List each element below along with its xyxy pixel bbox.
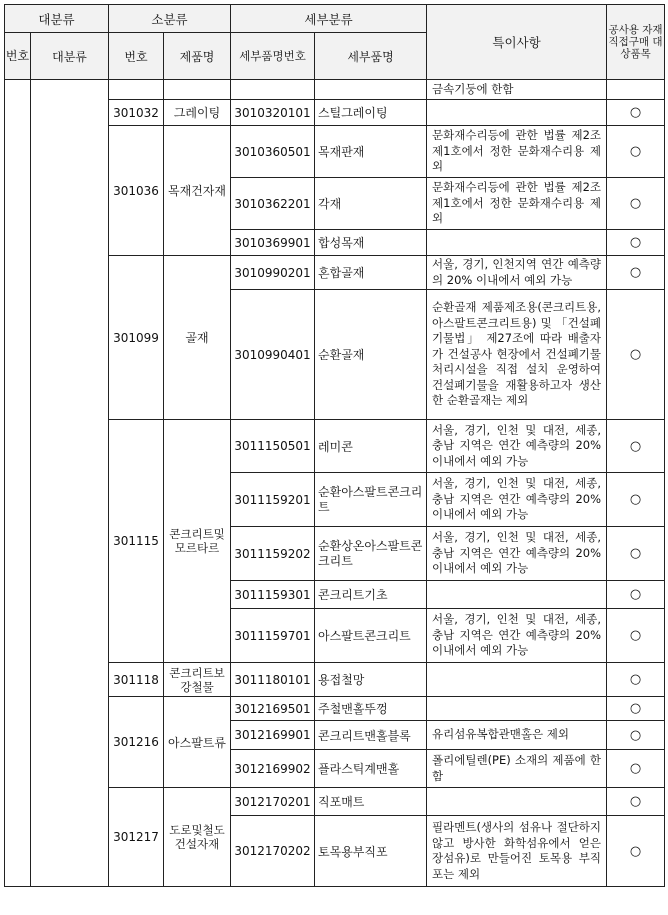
header-minor-name: 제품명 — [164, 33, 231, 80]
header-minor-no: 번호 — [109, 33, 164, 80]
direct-purchase-mark: ○ — [607, 178, 665, 230]
special-note-cell — [427, 697, 607, 721]
minor-no-cell: 301099 — [109, 256, 164, 420]
detail-name-cell: 콘크리트기초 — [315, 581, 427, 609]
direct-purchase-mark: ○ — [607, 788, 665, 816]
minor-name-cell: 콘크리트및모르타르 — [164, 420, 231, 663]
detail-no-cell: 3012169902 — [231, 750, 315, 788]
minor-no-cell: 301032 — [109, 100, 164, 126]
direct-purchase-mark: ○ — [607, 420, 665, 473]
special-note-cell: 순환골재 제품제조용(콘크리트용, 아스팔트콘크리트용) 및 「건설폐기물법」 제27조에 따라 배출자가 건설공사 현장에서 건설폐기물처리시설을 직접 설치 운영하여 건설폐기물을 재활용하고자 생산한 순환골재는 제외 — [427, 290, 607, 420]
detail-name-cell: 순환상온아스팔트콘크리트 — [315, 527, 427, 581]
detail-name-cell: 합성목재 — [315, 230, 427, 256]
direct-purchase-mark: ○ — [607, 663, 665, 697]
detail-name-cell: 아스팔트콘크리트 — [315, 609, 427, 663]
detail-name-cell: 혼합골재 — [315, 256, 427, 290]
detail-name-cell: 직포매트 — [315, 788, 427, 816]
header-direct-purchase: 공사용 자재 직접구매 대상품목 — [607, 5, 665, 80]
carry-over-note: 금속기둥에 한함 — [427, 80, 607, 100]
minor-no-cell: 301216 — [109, 697, 164, 788]
minor-name-cell: 골재 — [164, 256, 231, 420]
detail-name-cell: 콘크리트맨홀블록 — [315, 721, 427, 750]
special-note-cell: 문화재수리등에 관한 법률 제2조제1호에서 정한 문화재수리용 제외 — [427, 178, 607, 230]
detail-name-cell — [315, 80, 427, 100]
header-major-no: 번호 — [5, 33, 31, 80]
minor-name-cell: 목재건자재 — [164, 126, 231, 256]
detail-no-cell: 3012170201 — [231, 788, 315, 816]
header-detail: 세부분류 — [231, 5, 427, 33]
detail-no-cell: 3012170202 — [231, 816, 315, 887]
table-body — [5, 80, 665, 887]
minor-no-cell: 301217 — [109, 788, 164, 887]
detail-name-cell: 용접철망 — [315, 663, 427, 697]
minor-name-cell — [164, 80, 231, 100]
minor-name-cell: 도로및철도건설자재 — [164, 788, 231, 887]
mark-cell — [607, 80, 665, 100]
product-table-container — [4, 4, 665, 887]
detail-name-cell: 주철맨홀뚜껑 — [315, 697, 427, 721]
table-row — [5, 80, 665, 100]
special-note-cell — [427, 788, 607, 816]
special-note-cell: 유리섬유복합관맨홀은 제외 — [427, 721, 607, 750]
header-minor: 소분류 — [109, 5, 231, 33]
special-note-cell: 서울, 경기, 인천 및 대전, 세종, 충남 지역은 연간 예측량의 20% 이내에서 예외 가능 — [427, 420, 607, 473]
detail-name-cell: 순환골재 — [315, 290, 427, 420]
direct-purchase-mark: ○ — [607, 527, 665, 581]
detail-name-cell: 레미콘 — [315, 420, 427, 473]
direct-purchase-mark: ○ — [607, 697, 665, 721]
special-note-cell: 필라멘트(생사의 섬유나 절단하지 않고 방사한 화학섬유에서 얻은 장섬유)로 만들어진 토목용 부직포는 제외 — [427, 816, 607, 887]
special-note-cell — [427, 100, 607, 126]
direct-purchase-mark: ○ — [607, 816, 665, 887]
header-row-1 — [5, 5, 665, 33]
minor-no-cell: 301036 — [109, 126, 164, 256]
detail-name-cell: 토목용부직포 — [315, 816, 427, 887]
minor-no-cell: 301115 — [109, 420, 164, 663]
detail-name-cell: 각재 — [315, 178, 427, 230]
direct-purchase-mark: ○ — [607, 100, 665, 126]
header-detail-no: 세부품명번호 — [231, 33, 315, 80]
special-note-cell: 폴리에틸렌(PE) 소재의 제품에 한함 — [427, 750, 607, 788]
detail-no-cell: 3011159201 — [231, 473, 315, 527]
special-note-cell — [427, 581, 607, 609]
direct-purchase-mark: ○ — [607, 721, 665, 750]
special-note-cell: 문화재수리등에 관한 법률 제2조제1호에서 정한 문화재수리용 제외 — [427, 126, 607, 178]
direct-purchase-mark: ○ — [607, 230, 665, 256]
special-note-cell: 서울, 경기, 인천 및 대전, 세종, 충남 지역은 연간 예측량의 20% 이내에서 예외 가능 — [427, 609, 607, 663]
special-note-cell — [427, 230, 607, 256]
product-classification-table — [4, 4, 665, 887]
detail-no-cell: 3011150501 — [231, 420, 315, 473]
detail-no-cell: 3011159301 — [231, 581, 315, 609]
direct-purchase-mark: ○ — [607, 473, 665, 527]
detail-no-cell: 3012169901 — [231, 721, 315, 750]
major-name-cell — [31, 80, 109, 887]
detail-no-cell: 3010369901 — [231, 230, 315, 256]
detail-no-cell: 3010362201 — [231, 178, 315, 230]
detail-name-cell: 스틸그레이팅 — [315, 100, 427, 126]
detail-no-cell — [231, 80, 315, 100]
detail-name-cell: 목재판재 — [315, 126, 427, 178]
header-special: 특이사항 — [427, 5, 607, 80]
major-no-cell — [5, 80, 31, 887]
direct-purchase-mark: ○ — [607, 581, 665, 609]
minor-name-cell: 그레이팅 — [164, 100, 231, 126]
special-note-cell: 서울, 경기, 인천 및 대전, 세종, 충남 지역은 연간 예측량의 20% 이내에서 예외 가능 — [427, 473, 607, 527]
detail-no-cell: 3011159701 — [231, 609, 315, 663]
detail-no-cell: 3010990401 — [231, 290, 315, 420]
special-note-cell: 서울, 경기, 인천지역 연간 예측량의 20% 이내에서 예외 가능 — [427, 256, 607, 290]
detail-no-cell: 3010990201 — [231, 256, 315, 290]
detail-no-cell: 3010360501 — [231, 126, 315, 178]
header-major: 대분류 — [5, 5, 109, 33]
special-note-cell: 서울, 경기, 인천 및 대전, 세종, 충남 지역은 연간 예측량의 20% 이내에서 예외 가능 — [427, 527, 607, 581]
detail-no-cell: 3011180101 — [231, 663, 315, 697]
minor-name-cell: 아스팔트류 — [164, 697, 231, 788]
minor-no-cell — [109, 80, 164, 100]
direct-purchase-mark: ○ — [607, 126, 665, 178]
header-major-name: 대분류 — [31, 33, 109, 80]
detail-no-cell: 3011159202 — [231, 527, 315, 581]
detail-no-cell: 3012169501 — [231, 697, 315, 721]
direct-purchase-mark: ○ — [607, 609, 665, 663]
detail-name-cell: 순환아스팔트콘크리트 — [315, 473, 427, 527]
detail-no-cell: 3010320101 — [231, 100, 315, 126]
direct-purchase-mark: ○ — [607, 290, 665, 420]
direct-purchase-mark: ○ — [607, 750, 665, 788]
detail-name-cell: 플라스틱계맨홀 — [315, 750, 427, 788]
minor-name-cell: 콘크리트보강철물 — [164, 663, 231, 697]
special-note-cell — [427, 663, 607, 697]
header-detail-name: 세부품명 — [315, 33, 427, 80]
direct-purchase-mark: ○ — [607, 256, 665, 290]
minor-no-cell: 301118 — [109, 663, 164, 697]
